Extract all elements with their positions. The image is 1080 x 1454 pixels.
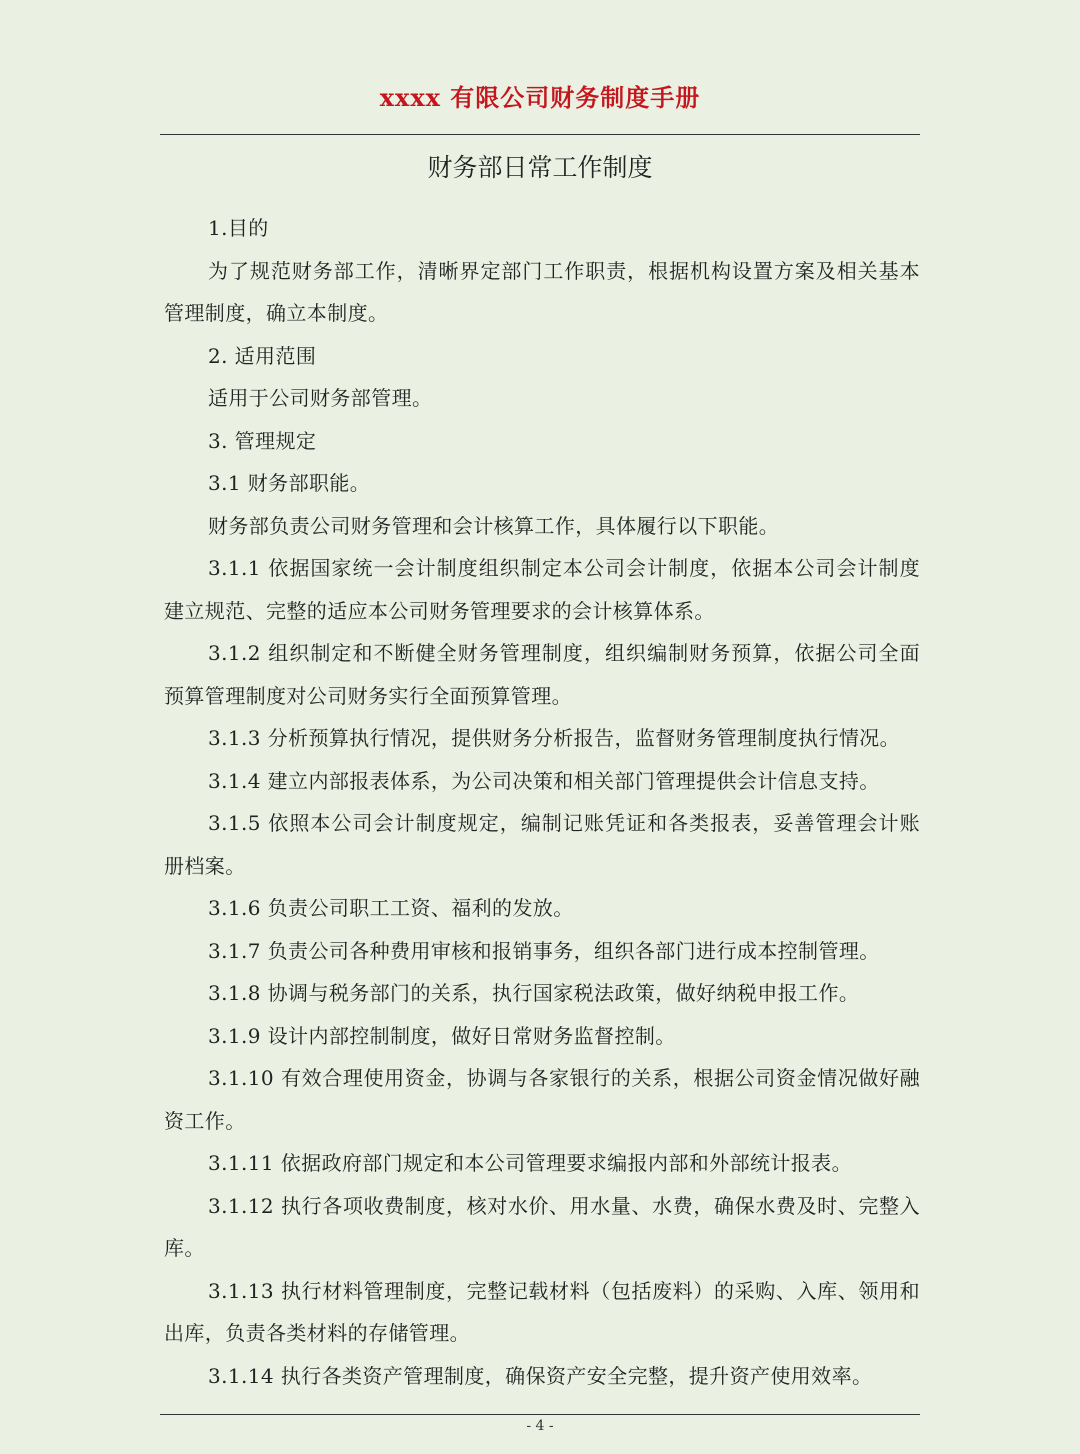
paragraph: 3.1.2 组织制定和不断健全财务管理制度，组织编制财务预算，依据公司全面预算管理制度对公司财务实行全面预算管理。 <box>164 641 920 708</box>
paragraph: 3.1.9 设计内部控制制度，做好日常财务监督控制。 <box>208 1023 676 1048</box>
paragraph: 为了规范财务部工作，清晰界定部门工作职责，根据机构设置方案及相关基本管理制度，确立本制度。 <box>164 258 920 325</box>
paragraph: 3.1.14 执行各类资产管理制度，确保资产安全完整，提升资产使用效率。 <box>208 1363 873 1388</box>
paragraph: 2. 适用范围 <box>208 343 317 368</box>
paragraph: 适用于公司财务部管理。 <box>208 386 433 410</box>
header-divider <box>160 134 920 135</box>
paragraph: 3.1.12 执行各项收费制度，核对水价、用水量、水费，确保水费及时、完整入库。 <box>164 1193 920 1260</box>
paragraph: 3.1.13 执行材料管理制度，完整记载材料（包括废料）的采购、入库、领用和出库，负责各类材料的存储管理。 <box>164 1278 920 1345</box>
paragraph: 3. 管理规定 <box>208 428 317 453</box>
paragraph: 3.1.11 依据政府部门规定和本公司管理要求编报内部和外部统计报表。 <box>208 1151 852 1175</box>
paragraph: 3.1 财务部职能。 <box>208 471 371 495</box>
paragraph: 3.1.10 有效合理使用资金，协调与各家银行的关系，根据公司资金情况做好融资工作。 <box>164 1066 920 1133</box>
paragraph: 3.1.8 协调与税务部门的关系，执行国家税法政策，做好纳税申报工作。 <box>208 981 860 1005</box>
paragraph: 3.1.6 负责公司职工工资、福利的发放。 <box>208 896 574 920</box>
paragraph: 3.1.7 负责公司各种费用审核和报销事务，组织各部门进行成本控制管理。 <box>208 938 880 963</box>
manual-header-title: xxxx 有限公司财务制度手册 <box>379 83 701 112</box>
document-title: 财务部日常工作制度 <box>427 153 653 182</box>
paragraph: 3.1.1 依据国家统一会计制度组织制定本公司会计制度，依据本公司会计制度建立规范、完整的适应本公司财务管理要求的会计核算体系。 <box>164 556 920 623</box>
paragraph: 3.1.5 依照本公司会计制度规定，编制记账凭证和各类报表，妥善管理会计账册档案。 <box>164 811 920 878</box>
paragraph: 1.目的 <box>208 216 269 240</box>
footer-divider <box>160 1414 920 1415</box>
document-body <box>164 207 920 1397</box>
paragraph: 3.1.3 分析预算执行情况，提供财务分析报告，监督财务管理制度执行情况。 <box>208 726 901 750</box>
paragraph: 3.1.4 建立内部报表体系，为公司决策和相关部门管理提供会计信息支持。 <box>208 768 880 793</box>
paragraph: 财务部负责公司财务管理和会计核算工作，具体履行以下职能。 <box>208 513 780 538</box>
page-number: - 4 - <box>526 1418 554 1434</box>
